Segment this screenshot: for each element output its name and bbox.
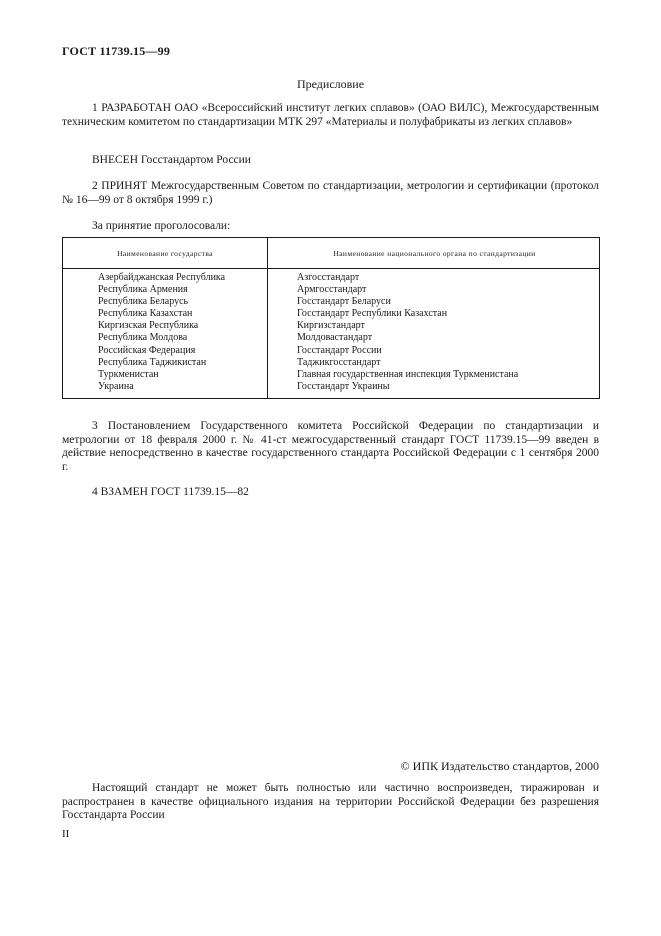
table-header [63,238,599,269]
table-cell-state: Республика Молдова [98,332,188,344]
reproduction-notice: Настоящий стандарт не может быть полностью или частично воспроизведен, тиражирован и распространен в качестве официального издания на территории Российской Федерации без разрешения Госстандарта России [62,782,599,821]
table-cell-standards-body: Таджикгосстандарт [297,356,381,368]
table-cell-state: Киргизская Республика [98,320,199,332]
table-cell-standards-body: Госстандарт России [297,344,382,356]
copyright-notice: © ИПК Издательство стандартов, 2000 [400,759,599,773]
paragraph-adopted-by: 2 ПРИНЯТ Межгосударственным Советом по стандартизации, метрологии и сертификации (протокол № 16—99 от 8 октября 1999 г.) [62,180,599,206]
column-divider [267,238,268,398]
table-cell-state: Украина [98,380,134,392]
page-number: II [62,828,70,840]
table-cell-standards-body: Госстандарт Республики Казахстан [297,308,448,320]
table-cell-standards-body: Киргизстандарт [297,320,365,332]
column-header-standards-body: Наименование национального органа по стандартизации [333,249,536,258]
voting-table [62,237,600,399]
paragraph-developed-by: 1 РАЗРАБОТАН ОАО «Всероссийский институт легких сплавов» (ОАО ВИЛС), Межгосударственным техническим комитетом по стандартизации МТК 297 «Материалы и полуфабрикаты из легких сплавов» [62,102,599,128]
paragraph-enacted-by: 3 Постановлением Государственного комитета Российской Федерации по стандартизации и метрологии от 18 февраля 2000 г. № 41-ст межгосударственный стандарт ГОСТ 11739.15—99 введен в действие непосредственно в качестве государственного стандарта Российской Федерации с 1 сентября 2000 г. [62,420,599,473]
table-cell-state: Республика Таджикистан [98,356,207,368]
table-cell-standards-body: Госстандарт Украины [297,380,390,392]
table-cell-state: Российская Федерация [98,344,196,356]
table-cell-standards-body: Молдовастандарт [297,332,373,344]
table-cell-state: Республика Беларусь [98,296,189,308]
preface-title: Предисловие [296,77,365,91]
standards-body-column [297,272,518,393]
table-cell-state: Туркменистан [98,368,159,380]
column-header-state: Наименование государства [117,249,213,258]
paragraph-introduced-by: ВНЕСЕН Госстандартом России [92,154,251,166]
table-cell-state: Республика Армения [98,284,188,296]
table-cell-state: Азербайджанская Республика [98,272,226,283]
paragraph-voted-for: За принятие проголосовали: [92,220,231,232]
table-cell-standards-body: Азгосстандарт [297,272,360,283]
table-cell-standards-body: Госстандарт Беларуси [297,296,391,308]
state-column [98,272,225,393]
table-cell-standards-body: Главная государственная инспекция Туркменистана [297,368,519,380]
document-code: ГОСТ 11739.15—99 [62,44,171,58]
table-cell-state: Республика Казахстан [98,308,193,320]
table-cell-standards-body: Армгосстандарт [297,284,367,296]
paragraph-replaces: 4 ВЗАМЕН ГОСТ 11739.15—82 [92,486,249,498]
